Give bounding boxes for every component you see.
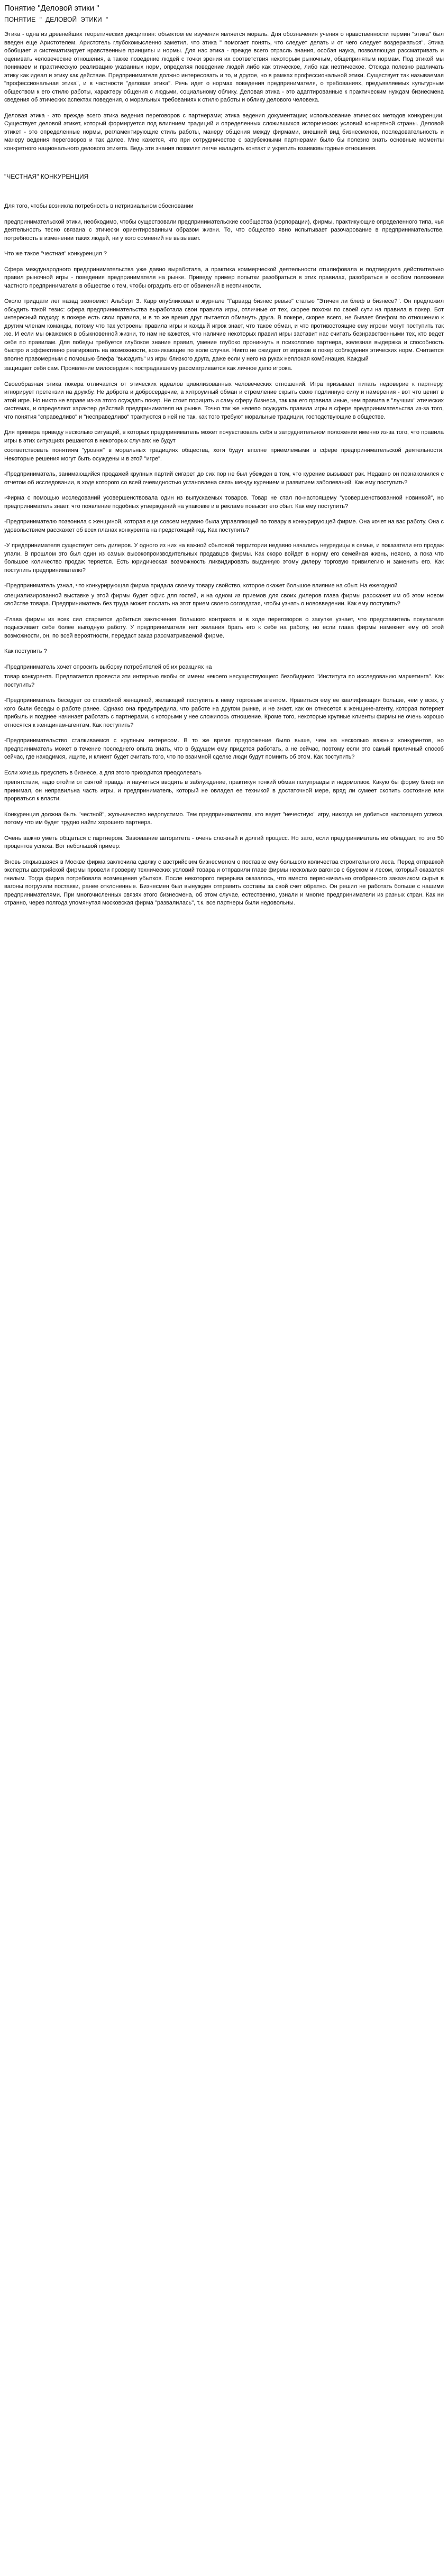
paragraph: препятствия, надо отойти от святой правды и научиться вводить в заблуждение, практикуя тонкий обман полуправды и недомолвок. Какую бы форму блеф ни принимал, он неправильна часть игры, и предприниматель, который не овладел ее техникой в достаточной мере, вряд ли сумеет скопить состояние или прорваться к власти.	[4, 779, 444, 802]
paragraph: Если хочешь преуспеть в бизнесе, а для этого приходится преодолевать	[4, 769, 202, 776]
paragraph: специализированной выставке у этой фирмы будет офис для гостей, и на одном из приемов для своих дилеров глава фирмы расскажет им об этом новом свойстве товара. Предприниматель без труда может послать на этот прием своего соглядатая, чтобы узнать о нововведении. Как ему поступить?	[4, 592, 444, 607]
paragraph: предпринимательской этики, необходимо, чтобы существовали предпринимательские сообщества (корпорации), фирмы, практикующие определенного типа, чья деятельность тесно связана с этически ориентированным образом жизни. То, что общество явно испытывает разочарование в предпринимательстве, потребность в изменении таких людей, ни у кого сомнений не вызывает.	[4, 218, 444, 242]
paragraph: -Предприниматель беседует со способной женщиной, желающей поступить к нему торговым агентом. Нравиться ему ее квалификация больше, чем у всех, у кого были беседы о работе ранее. Однако она предупредила, что работе на другом рынке, и не знает, как он отнесется к женщине-агенту, которая потеряет прибыль и позднее начинает работать с партнерами, с которыми у нее сложилось отношение. Кроме того, некоторые крупные клиенты фирмы не очень хорошо относятся к женщинам-агентам. Как поступить?	[4, 697, 444, 728]
paragraph: Сфера международного предпринимательства уже давно выработала, а практика коммерческой деятельности отшлифовала и подтвердила действительно правил рыночной игры - поведения предпринимателя на рынке. Приведу пример попытки разобраться в этих правилах, разобраться в особом положении частного предпринимателя в обществе с тем, чтобы оградить его от обвинений в неэтичности.	[4, 266, 444, 289]
page-title: Понятие "Деловой этики "	[4, 4, 99, 13]
paragraph: -Фирма с помощью исследований усовершенствовала один из выпускаемых товаров. Товар не стал по-настоящему "усовершенствованной новинкой", но предприниматель знает, что появление подобных утверждений на упаковке и в рекламе повысит его сбыт. Как ему поступить?	[4, 495, 444, 510]
paragraph: -Предприниматель, занимающийся продажей крупных партий сигарет до сих пор не был убежден в том, что курение вызывает рак. Недавно он познакомился с отчетом об исследовании, в ходе которого со всей очевидностью установлена связь между курением и развитием заболеваний. Как ему поступить?	[4, 471, 444, 486]
paragraph: Как поступить ?	[4, 648, 47, 654]
paragraph: Этика - одна из древнейших теоретических дисциплин: объектом ее изучения является мораль. Для обозначения учения о нравственности термин "этика" был введен еще Аристотелем. Аристотель глубокомысленно заметил, что этика " помогает понять, что следует делать и от чего следует воздержаться". Этика обобщает и систематизирует нравственные принципы и нормы. Для нас этика - прежде всего отрасль знания, особая наука, позволяющая рассматривать и оценивать человеческие отношения, а также поведение людей с точки зрения их соответствия некоторым рыночным, общепринятым нормам. Под этикой мы понимаем и практическую реализацию указанных норм, определяя поведение людей либо как этическое, либо как неэтическое. Отсюда полезно различать этику как идеал и этику как действие. Предпринимателя должно интересовать и то, и другое, но в рамках профессиональной этики. Существует так называемая "профессиональная этика", и в частности "деловая этика". Речь идет о нормах поведения предпринимателя, о требованиях, предъявляемых культурным обществом к его стилю работы, характеру общения с людьми, социальному облику. Деловая этика - это адаптированные к практическим нуждам бизнесмена сведения об этических аспектах поведения, о моральных требованиях к стилю работы и облику делового человека.	[4, 31, 444, 103]
paragraph: Своеобразная этика покера отличается от этических идеалов цивилизованных человеческих отношений. Игра призывает питать недоверие к партнеру, игнорирует претензии на дружбу. Не доброта и добросердечие, а хитроумный обман и стремление скрыть свою подлинную силу и намерения - вот что ценит в этой игре. Но никто не вправе из-за этого осуждать покер. Не стоит порицать и саму сферу бизнеса, так как его правила иные, чем правила в "лучших" этических системах, и определяют характер действий предпринимателя на рынке. Точно так же нелепо осуждать правила игры в сфере предпринимательства из-за того, что понятия "справедливо" и "несправедливо" трактуются в ней не так, как того требуют моральные традиции, господствующие в обществе.	[4, 381, 444, 420]
paragraph: Около тридцати лет назад экономист Альберт З. Карр опубликовал в журнале "Гарвард бизнес ревью" статью "Этичен ли блеф в бизнесе?". Он предложил обсудить такой тезис: сфера предпринимательства выработала свои правила игры, отличные от тех, скорее похожи по своей сути на правила в покер. Бот интересный подход: в покере есть свои правила, и в то же время друг пытается обмануть друга. В покере, скорее всего, не бывает блефом по отношению к другим членам команды, потому что так устроены правила игры и каждый игрок знает, что такое обман, и что противостоящие ему игроки могут поступить так же. И если мы окажемся в обыкновенной жизни, то нам не кажется, что наличие некоторых правил игры заставит нас считать безнравственными тех, кто ведет себя по правилам. Для победы требуется глубокое знание правил, умение глубоко проникнуть в психологию партнера, железная выдержка и способность быстро и эффективно реагировать на возможности, возникающие по воле случая. Никто не ожидает от игроков в покер соблюдения этических норм. Считается вполне правомерным с помощью блефа "высадить" из игры близкого друга, даже если у него на руках неплохая комбинация. Каждый	[4, 298, 444, 362]
paragraph: -Предпринимателю позвонила с женщиной, которая еще совсем недавно была управляющей по товару в конкурирующей фирме. Она хочет на вас работу. Она с удовольствием расскажет об всех планах конкурента на предстоящий год. Как поступить?	[4, 519, 444, 533]
paragraph: -У предпринимателя существует сеть дилеров. У одного из них на важной сбытовой территории недавно начались неурядицы в семье, и показатели его продаж упали. В прошлом это был один из самых высокопроизводительных продавцов фирмы. Как скоро войдет в норму его семейная жизнь, неясно, а пока что большое количество продаж теряется. Есть юридическая возможность ликвидировать выданную этому дилеру торговую привилегию и заменить его. Как поступить предпринимателю?	[4, 542, 444, 574]
paragraph: Что же такое "честная" конкуренция ?	[4, 251, 107, 257]
paragraph: Деловая этика - это прежде всего этика ведения переговоров с партнерами; этика ведения документации; использование этических методов конкуренции. Существует деловой этикет, который формируется под влиянием традиций и определенных сложившихся исторических условий конкретной страны. Деловой этикет - это определенные нормы, регламентирующие стиль работы, манеру общения между фирмами, внешний вид бизнесменов, последовательность и манеру ведения переговоров и так далее. Мне кажется, что при сотрудничестве с зарубежными партнерами было бы полезно знать основные моменты конкретного национального делового этикета. Ведь эти знания позволят легче наладить контакт и укрепить взаимовыгодные отношения.	[4, 112, 444, 152]
paragraph: товар конкурента. Предлагается провести эти интервью якобы от имени некоего несуществующего безобидного "Института по исследованию маркетинга". Как поступить?	[4, 673, 444, 688]
paragraph: Для примера приведу несколько ситуаций, в которых предприниматель может почувствовать себя в затруднительном положении именно из-за того, что правила игры в этих ситуациях решаются в некоторых случаях не будут	[4, 429, 444, 444]
paragraph: соответствовать понятиям "уровня" в моральных традициях общества, хотя будут вполне приемлемыми в сфере предпринимательской деятельности. Некоторые решения могут быть осуждены и в этой "игре".	[4, 447, 444, 462]
section-heading: "ЧЕСТНАЯ" КОНКУРЕНЦИЯ	[4, 173, 89, 180]
paragraph: -Предпринимательство сталкиваемся с крупным интересом. В то же время предложение было выше, чем на несколько важных конкурентов, но предприниматель может в течение последнего опыта знать, что в будущем ему придется работать, а не сейчас, поэтому если это самый приличный способ сейчас, где находимся, ищите, и клиент будет считать того, что по взаимной сделке люди будут помнить об этом. Как поступить?	[4, 737, 444, 760]
paragraph: -Глава фирмы из всех сил старается добиться заключения большого контракта и в ходе переговоров о закупке узнает, что представитель покупателя подыскивает себе более выгодную работу. У предпринимателя нет желания брать его к себе на работу, но если глава фирмы намекнет ему об этой возможности, он, по всей вероятности, передаст заказ рассматриваемой фирме.	[4, 616, 444, 639]
paragraph: -Предприниматель узнал, что конкурирующая фирма придала своему товару свойство, которое окажет большое влияние на сбыт. На ежегодной	[4, 583, 398, 589]
paragraph: защищает себя сам. Проявление милосердия к пострадавшему рассматривается как личное дело игрока.	[4, 365, 292, 372]
paragraph: Очень важно уметь общаться с партнером. Завоевание авторитета - очень сложный и долгий процесс. Но зато, если предприниматель им обладает, то это 50 процентов успеха. Вот небольшой пример:	[4, 835, 444, 850]
paragraph: Конкуренция должна быть "честной", жульничество недопустимо. Тем предпринимателям, кто ведет "нечестную" игру, никогда не добиться настоящего успеха, потому что им будет трудно найти хорошего партнера.	[4, 811, 444, 826]
paragraph: -Предприниматель хочет опросить выборку потребителей об их реакциях на	[4, 663, 212, 670]
document-page	[0, 0, 448, 926]
page-subtitle: ПОНЯТИЕ " ДЕЛОВОЙ ЭТИКИ "	[4, 16, 108, 23]
paragraph: Для того, чтобы возникла потребность в нетривиальном обосновании	[4, 203, 194, 209]
paragraph: Вновь открывшаяся в Москве фирма заключила сделку с австрийским бизнесменом о поставке ему большого количества строительного леса. Перед отправкой эксперты австрийской фирмы провели проверку технических условий товара и отправили главе фирмы несколько вагонов с бруском и лесом, который оказался гнилым. Тогда фирма потребовала возмещения убытков. После некоторого перерыва оказалось, что вместо первоначально отобранного заказчиком сырья в вагоны погрузили поставки, ранее отклоненные. Бизнесмен был вынужден отправить составы за свой счет обратно. Он решил не работать больше с нашими предпринимателями. При многочисленных связях этого бизнесмена, об этом случае, естественно, узнали и многие предприниматели из разных стран. Как ни странно, через полгода упомянутая московская фирма "развалилась", т.к. все партнеры были недовольны.	[4, 858, 444, 906]
